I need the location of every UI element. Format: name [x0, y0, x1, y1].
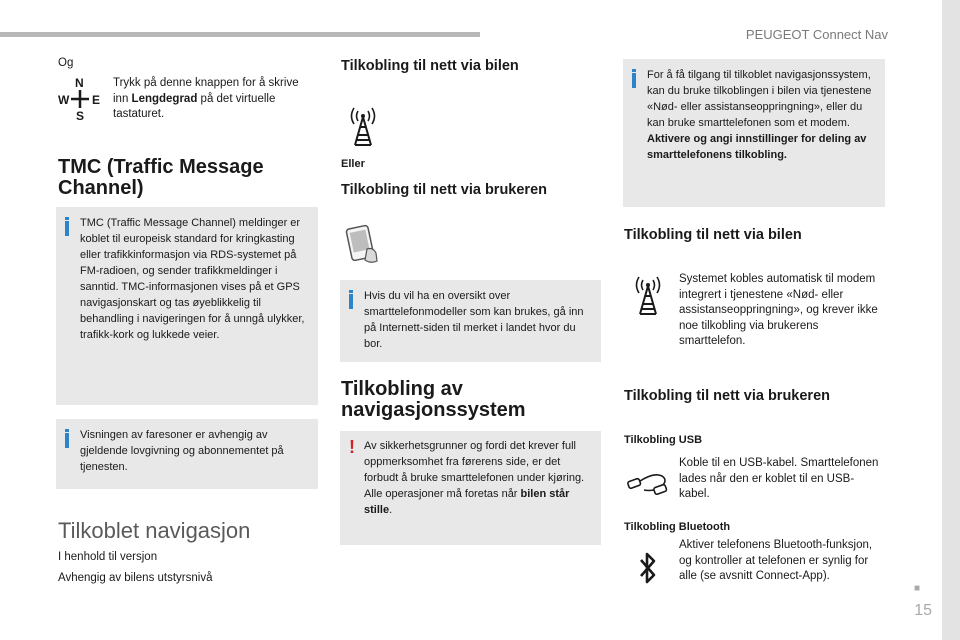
side-stripe [942, 0, 960, 640]
compass-description: Trykk på denne knappen for å skrive inn Lengdegrad på det virtuelle tastaturet. [113, 77, 299, 120]
navsys-info-text: For å få tilgang til tilkoblet navigasjonssystem, kan du bruke tilkoblingen i bilen via tjenestene «Nød- eller assistanseoppringning», eller du kan bruke smarttelefonen som et modem. Aktivere og angi innstillinger for deling av smarttelefonens tilkobling. [647, 69, 872, 161]
zones-info-text: Visningen av faresoner er avhengig av gjeldende lovgivning og abonnementet på tjenesten. [80, 429, 284, 473]
bluetooth-text: Aktiver telefonens Bluetooth-funksjon, og kontroller at telefonen er synlig for alle (se avsnitt Connect-App). [679, 539, 873, 582]
warning-box [340, 431, 601, 545]
compass-w: W [58, 93, 70, 107]
info-icon [65, 221, 69, 236]
bluetooth-label: Tilkobling Bluetooth [624, 521, 731, 533]
user-connection-heading-2: Tilkobling til nett via brukeren [624, 388, 830, 404]
og-text: Og [58, 57, 74, 69]
version-line: I henhold til versjon [58, 551, 158, 563]
navsys-heading: Tilkobling av navigasjonssystem [341, 378, 526, 421]
antenna-icon [632, 276, 664, 316]
header-bar [0, 32, 480, 37]
usb-label: Tilkobling USB [624, 434, 703, 446]
navsys-info-box [623, 59, 885, 207]
page-number: 15 [914, 602, 932, 619]
equipment-line: Avhengig av bilens utstyrsnivå [58, 572, 213, 584]
info-icon [349, 294, 353, 309]
user-info-text: Hvis du vil ha en oversikt over smarttelefonmodeller som kan brukes, gå inn på Internett-siden til merket i landet hvor du bor. [364, 290, 584, 350]
bluetooth-icon [638, 551, 658, 585]
antenna-icon [347, 107, 379, 147]
header-title: PEUGEOT Connect Nav [745, 27, 888, 42]
eller-text: Eller [341, 158, 365, 170]
compass-s: S [76, 109, 85, 123]
warning-text: Av sikkerhetsgrunner og fordi det krever full oppmerksomhet fra førerens side, er det forbudt å bruke smarttelefonen under kjøring. Alle operasjoner må foretas når bilen står stille. [364, 440, 585, 516]
usb-text: Koble til en USB-kabel. Smarttelefonen lades når den er koblet til en USB-kabel. [679, 457, 879, 500]
tmc-info-text: TMC (Traffic Message Channel) meldinger er koblet til europeisk standard for kringkasting eller trafikkinformasjon via RDS-systemet på FM-radioen, og sender trafikkmeldinger i sanntid. TMC-informasjonen vises på et GPS navigasjonskart og tas øyeblikkelig til behandling i navigeringen for å unngå ulykker, trafikk-kork og lukkede veier. [80, 217, 305, 341]
compass-icon[interactable] [56, 76, 104, 122]
user-connection-heading: Tilkobling til nett via brukeren [341, 182, 547, 198]
info-icon [632, 73, 636, 88]
smartphone-icon [343, 223, 383, 265]
car-connection-heading: Tilkobling til nett via bilen [341, 58, 519, 74]
tmc-heading: TMC (Traffic Message Channel) [58, 156, 264, 199]
zones-info-box [56, 419, 318, 489]
page-marker: ■ [913, 583, 920, 594]
tmc-info-box [56, 207, 318, 405]
car-connection-heading-2: Tilkobling til nett via bilen [624, 227, 802, 243]
warning-icon: ! [349, 437, 355, 457]
usb-cable-icon [624, 466, 670, 500]
car-connection-text: Systemet kobles automatisk til modem integrert i tjenestene «Nød- eller assistanseoppringning», og krever ikke noe tilkobling via brukerens smarttelefon. [679, 273, 878, 347]
compass-e: E [92, 93, 101, 107]
info-icon [65, 433, 69, 448]
user-info-box [340, 280, 601, 362]
connected-nav-heading: Tilkoblet navigasjon [58, 518, 251, 543]
compass-n: N [75, 76, 84, 90]
